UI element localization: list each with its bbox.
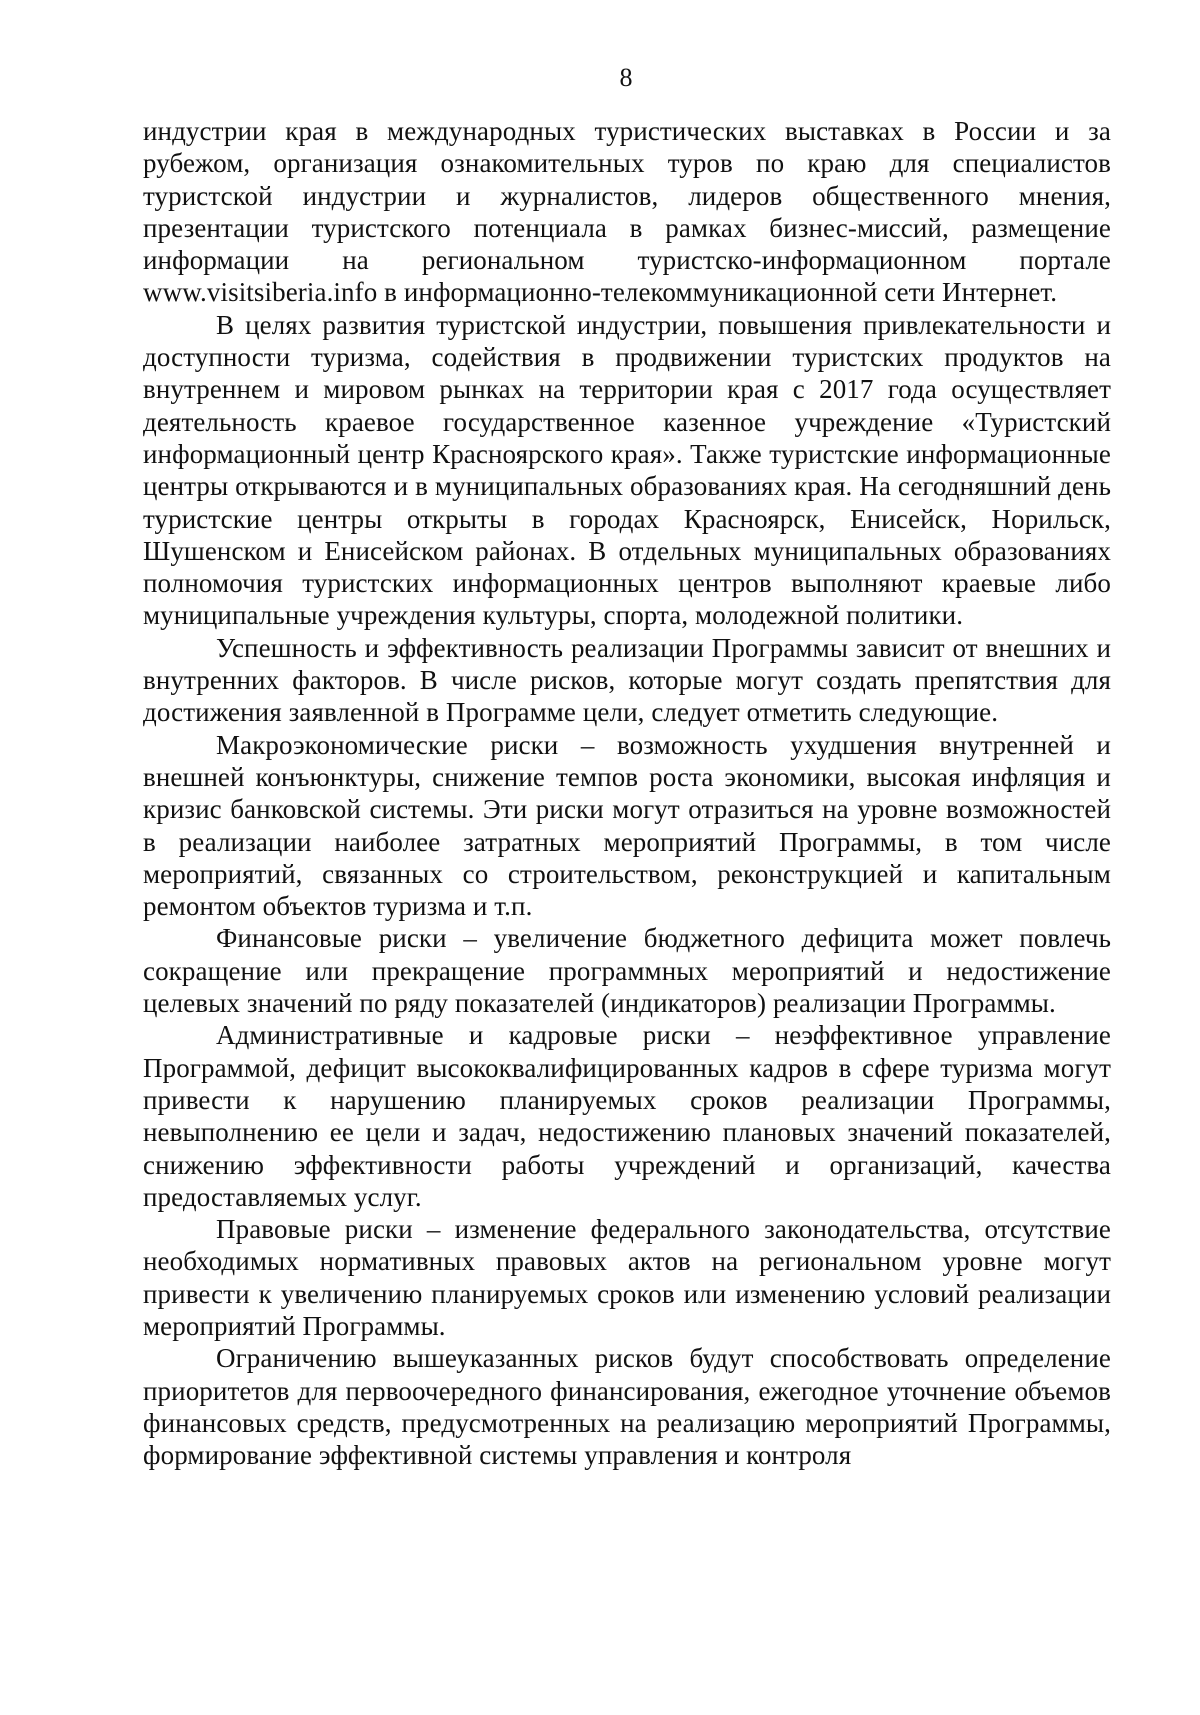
paragraph-tourist-info-center: В целях развития туристской индустрии, повышения привлекательности и доступности туризма, содействия в продвижении туристских продуктов на внутреннем и мировом рынках на территории края с 2017 года осуществляет деятельность краевое государственное казенное учреждение «Туристский информационный центр Красноярского края». Также туристские информационные центры открываются и в муниципальных образованиях края. На сегодняшний день туристские центры открыты в городах Красноярск, Енисейск, Норильск, Шушенском и Енисейском районах. В отдельных муниципальных образованиях полномочия туристских информационных центров выполняют краевые либо муниципальные учреждения культуры, спорта, молодежной политики. — [143, 309, 1111, 631]
paragraph-legal-risks: Правовые риски – изменение федерального законодательства, отсутствие необходимых нормативных правовых актов на региональном уровне могут привести к увеличению планируемых сроков или изменению условий реализации мероприятий Программы. — [143, 1214, 1111, 1341]
paragraph-administrative-risks: Административные и кадровые риски – неэффективное управление Программой, дефицит высококвалифицированных кадров в сфере туризма могут привести к нарушению планируемых сроков реализации Программы, невыполнению ее цели и задач, недостижению плановых значений показателей, снижению эффективности работы учреждений и организаций, качества предоставляемых услуг. — [143, 1020, 1111, 1212]
paragraph-program-success-factors: Успешность и эффективность реализации Программы зависит от внешних и внутренних факторов. В числе рисков, которые могут создать препятствия для достижения заявленной в Программе цели, следует отметить следующие. — [143, 632, 1111, 728]
document-body — [143, 115, 1111, 1471]
paragraph-continuation: индустрии края в международных туристических выставках в России и за рубежом, организация ознакомительных туров по краю для специалистов туристской индустрии и журналистов, лидеров общественного мнения, презентации туристского потенциала в рамках бизнес-миссий, размещение информации на региональном туристско-информационном портале www.visitsiberia.info в информационно-телекоммуникационной сети Интернет. — [143, 116, 1111, 308]
paragraph-macroeconomic-risks: Макроэкономические риски – возможность ухудшения внутренней и внешней конъюнктуры, снижение темпов роста экономики, высокая инфляция и кризис банковской системы. Эти риски могут отразиться на уровне возможностей в реализации наиболее затратных мероприятий Программы, в том числе мероприятий, связанных со строительством, реконструкцией и капитальным ремонтом объектов туризма и т.п. — [143, 729, 1111, 922]
page-number: 8 — [619, 63, 633, 92]
paragraph-risk-mitigation: Ограничению вышеуказанных рисков будут способствовать определение приоритетов для первоочередного финансирования, ежегодное уточнение объемов финансовых средств, предусмотренных на реализацию мероприятий Программы, формирование эффективной системы управления и контроля — [143, 1343, 1111, 1471]
paragraph-financial-risks: Финансовые риски – увеличение бюджетного дефицита может повлечь сокращение или прекращение программных мероприятий и недостижение целевых значений по ряду показателей (индикаторов) реализации Программы. — [143, 923, 1111, 1019]
